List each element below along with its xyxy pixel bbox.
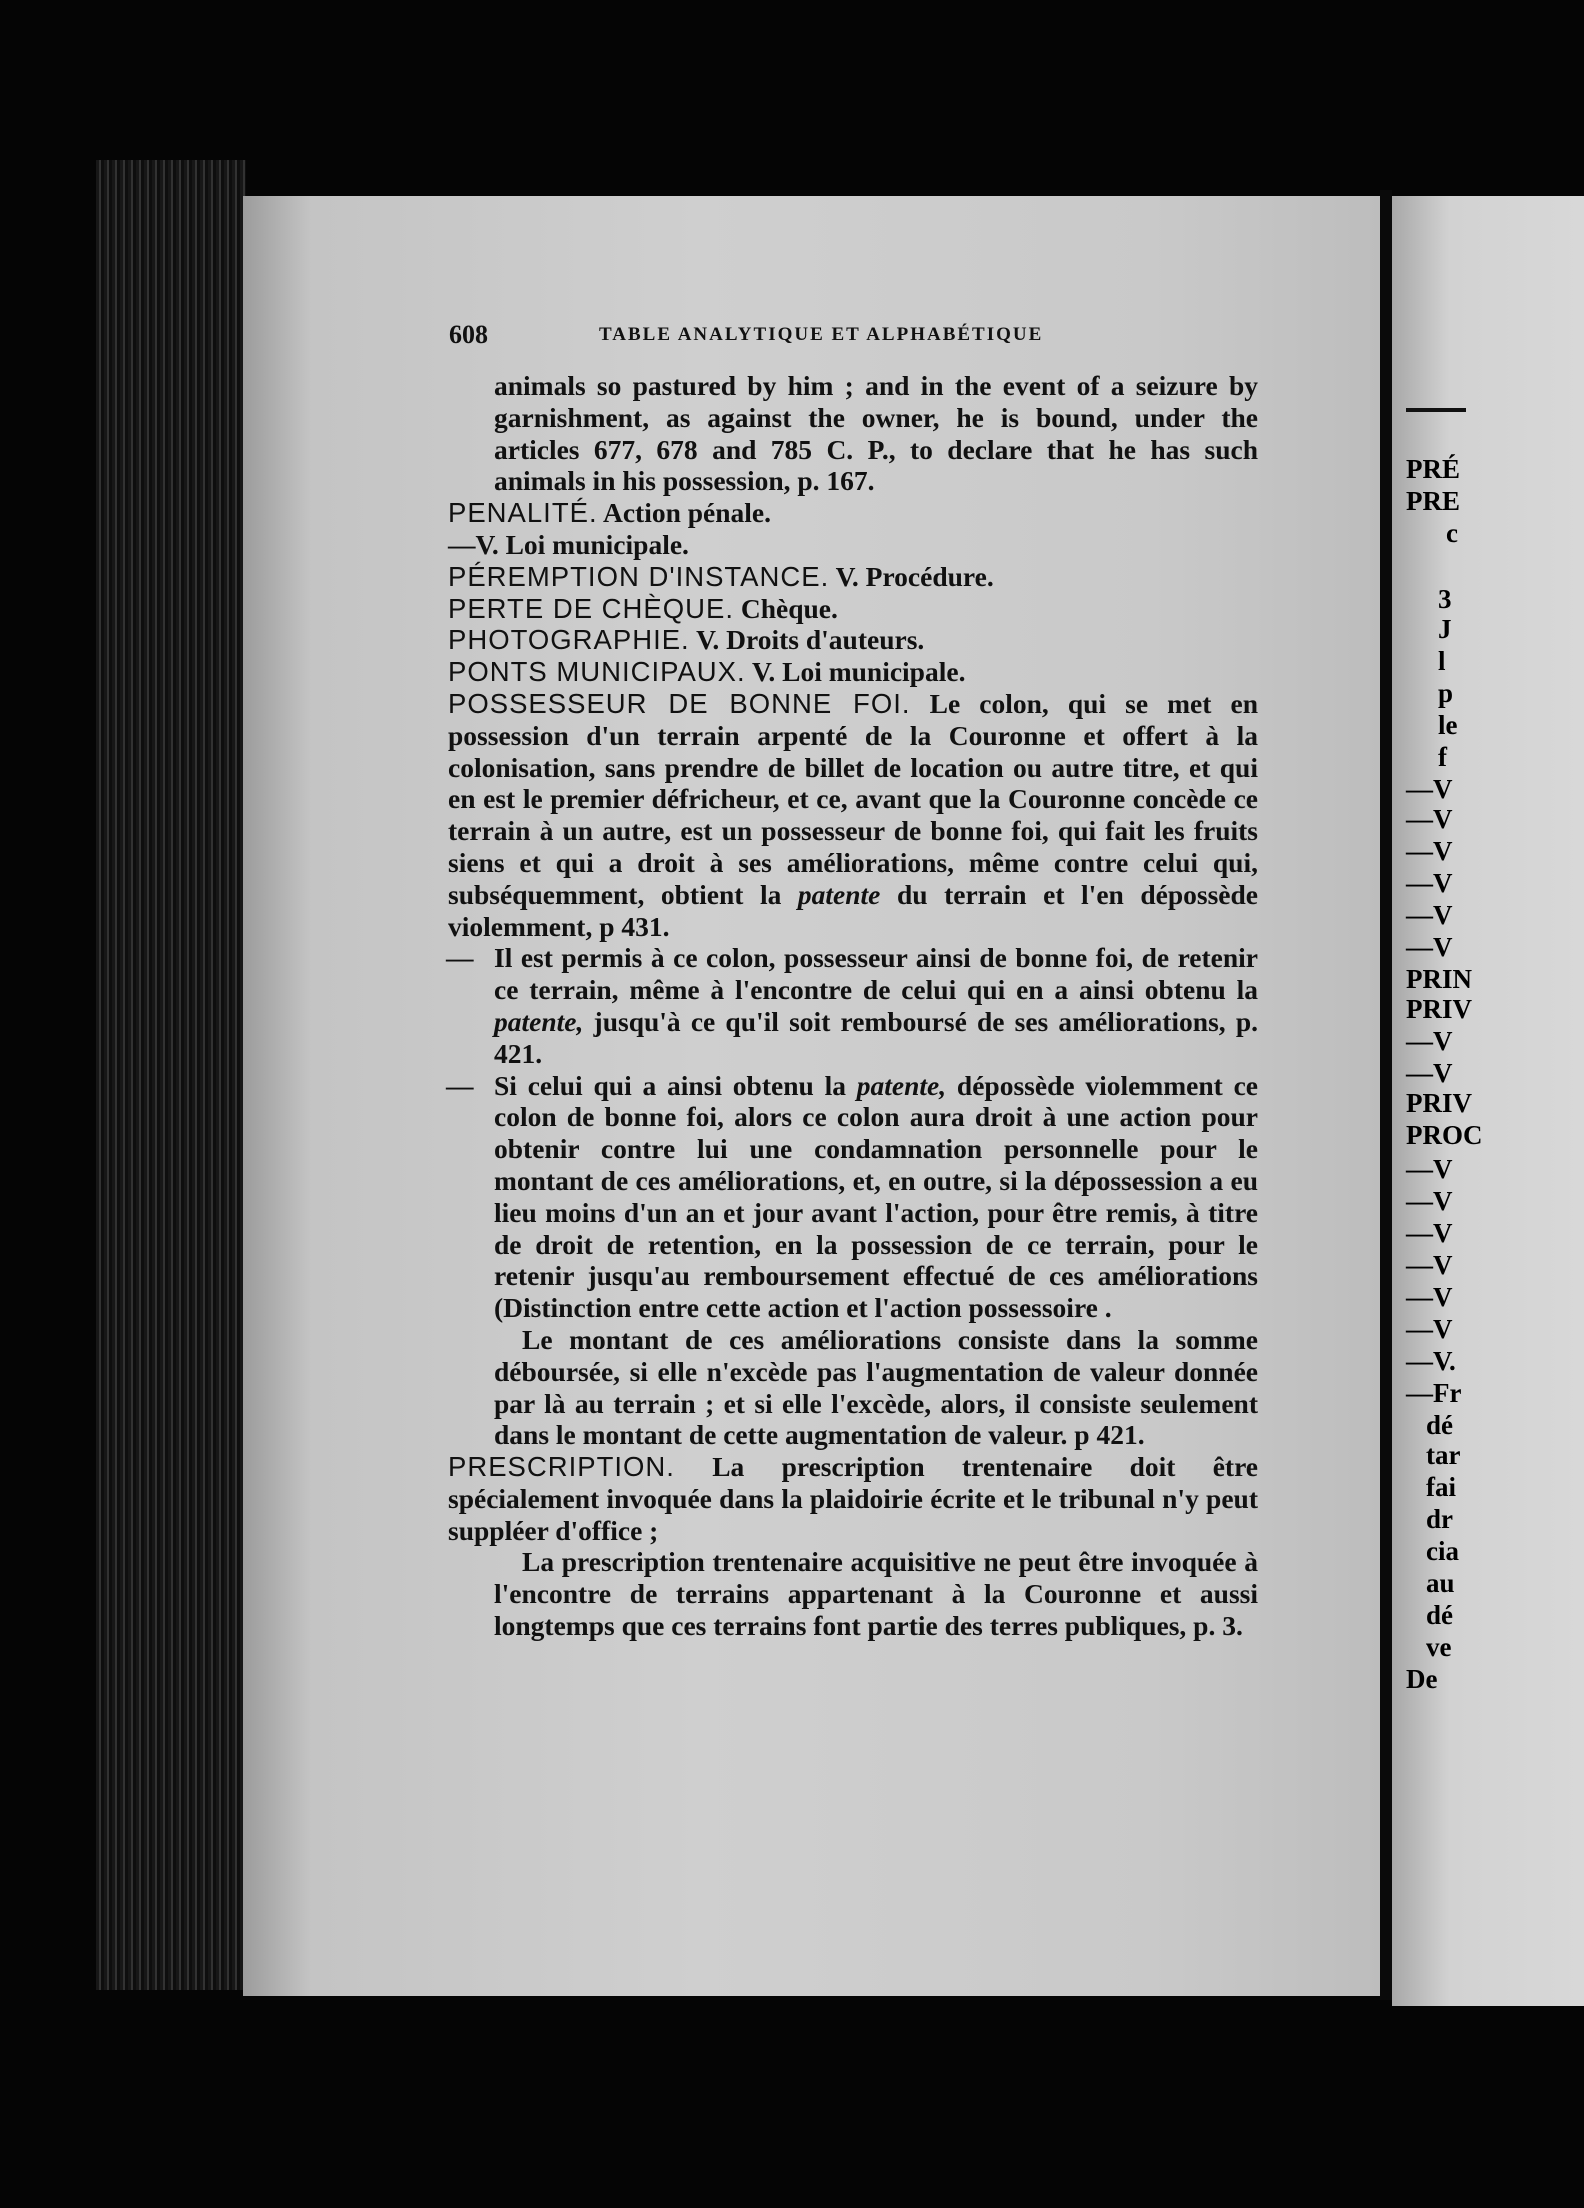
entry-term: PÉREMPTION D'INSTANCE.	[448, 560, 830, 592]
right-page-fragment: dé	[1426, 1600, 1453, 1630]
entry-prescription	[448, 1451, 1258, 1546]
right-page-fragment: le	[1438, 710, 1458, 740]
right-page-fragment: —V	[1406, 1314, 1453, 1344]
entry-text: Il est permis à ce colon, possesseur ainsi de bonne foi, de retenir ce terrain, même à l'encontre de celui qui en a ainsi obtenu la	[494, 942, 1258, 1006]
entry-text: jusqu'à ce qu'il soit remboursé de ses améliorations, p. 421.	[494, 1005, 1258, 1069]
book-page-left	[243, 196, 1380, 1996]
entry-penalite-sub: —V. Loi municipale.	[448, 528, 689, 560]
right-page-fragment: —V	[1406, 1186, 1453, 1216]
em-dash: —	[446, 942, 474, 974]
right-page-fragment: 3	[1438, 584, 1452, 614]
entry-term: PENALITÉ.	[448, 497, 598, 529]
entry-term: PHOTOGRAPHIE.	[448, 624, 690, 656]
right-page-fragment: —V	[1406, 1058, 1453, 1088]
entry-text: La prescription trentenaire doit être spécialement invoquée dans la plaidoirie écrite et le tribunal n'y peut suppléer d'office ;	[448, 1451, 1258, 1546]
page-number: 608	[449, 320, 488, 349]
right-page-fragment: p	[1438, 678, 1454, 708]
right-page-fragment: —V	[1406, 1154, 1453, 1184]
right-page-fragment: —V	[1406, 900, 1453, 930]
right-page-fragment: —V	[1406, 932, 1453, 962]
right-page-fragment: —V	[1406, 774, 1453, 804]
right-page-fragment: —V	[1406, 1282, 1453, 1312]
italic-term: patente	[797, 878, 881, 910]
right-page-fragment: dr	[1426, 1504, 1453, 1534]
entry-perte	[448, 593, 1258, 625]
italic-term: patente,	[494, 1005, 584, 1037]
right-page-fragment: —V	[1406, 1026, 1453, 1056]
entry-text: V. Procédure.	[835, 560, 994, 592]
right-page-fragment: au	[1426, 1568, 1455, 1598]
entry-penalite	[448, 497, 1258, 529]
book-page-right-fragment	[1392, 196, 1584, 2006]
page-edges	[96, 160, 246, 1990]
entry-text: dépossède violemment ce colon de bonne foi, alors ce colon aura droit à une action pour obtenir contre lui une condamnation personnelle pour le montant de ces améliorations, et, en outre, si la dépossession a eu lieu moins d'un an et jour avant l'action, pour être remis, à titre de droit de retention, en la possession de ce terrain, pour le retenir jusqu'au remboursement effectué de ces améliorations (Distinction entre cette action et l'action possessoire .	[494, 1069, 1259, 1324]
right-page-fragment: J	[1438, 614, 1452, 644]
right-page-fragment: —V	[1406, 1218, 1453, 1248]
entry-ponts	[448, 656, 1258, 688]
index-body	[448, 370, 1258, 1642]
right-page-fragment: PRIN	[1406, 964, 1472, 994]
entry-peremption	[448, 561, 1258, 593]
right-page-fragment: tar	[1426, 1440, 1461, 1470]
right-page-fragment: ve	[1426, 1632, 1452, 1662]
entry-possesseur-para: Le montant de ces améliorations consiste dans la somme déboursée, si elle n'excède pas l'augmentation de valeur donnée par là au terrain ; et si elle l'excède, alors, il consiste seulement dans le montant de cette augmentation de valeur. p 421.	[494, 1323, 1258, 1451]
entry-text: Le colon, qui se met en possession d'un terrain arpenté de la Couronne et offert à la colonisation, sans prendre de billet de location ou autre titre, et qui en est le premier défricheur, et ce, avant que la Couronne concède ce terrain à un autre, est un possesseur de bonne foi, qui fait les fruits siens et qui a droit à ses améliorations, même contre celui qui, subséquemment, obtient la	[448, 687, 1258, 910]
right-page-fragment: —Fr	[1406, 1378, 1462, 1408]
right-page-fragment: —V	[1406, 868, 1453, 898]
entry-text: du terrain et l'en dépossède violemment, p 431.	[448, 878, 1259, 942]
entry-term: PRESCRIPTION.	[448, 1451, 675, 1483]
running-title: TABLE ANALYTIQUE ET ALPHABÉTIQUE	[599, 324, 1044, 345]
entry-term: PERTE DE CHÈQUE.	[448, 592, 734, 624]
em-dash: —	[446, 1069, 474, 1101]
right-page-fragment: PRIV	[1406, 994, 1472, 1024]
entry-text: Si celui qui a ainsi obtenu la	[494, 1069, 846, 1101]
right-page-fragment: PRE	[1406, 486, 1460, 516]
entry-text: Chèque.	[740, 592, 838, 624]
entry-text: Action pénale.	[602, 497, 772, 529]
entry-possesseur	[448, 688, 1258, 942]
right-page-fragment: —V.	[1406, 1346, 1456, 1376]
entry-prescription-para: La prescription trentenaire acquisitive ne peut être invoquée à l'encontre de terrains appartenant à la Couronne et aussi longtemps que ces terrains font partie des terres publiques, p. 3.	[494, 1546, 1258, 1642]
right-page-fragment: l	[1438, 646, 1446, 676]
entry-term: PONTS MUNICIPAUX.	[448, 656, 746, 688]
right-page-fragment: fai	[1426, 1472, 1456, 1502]
entry-photographie	[448, 624, 1258, 656]
right-page-fragment: f	[1438, 742, 1447, 772]
right-page-fragment: De	[1406, 1664, 1438, 1694]
right-page-fragment: dé	[1426, 1410, 1453, 1440]
right-page-rule	[1406, 408, 1466, 412]
book-gutter	[1380, 190, 1392, 2000]
right-page-fragment: —V	[1406, 804, 1453, 834]
continuation-text: animals so pastured by him ; and in the event of a seizure by garnishment, as against the owner, he is bound, under the articles 677, 678 and 785 C. P., to declare that he has such animals in his possession, p. 167.	[494, 370, 1258, 497]
running-header	[243, 320, 1380, 360]
right-page-fragment: PROC	[1406, 1120, 1483, 1150]
entry-text: V. Loi municipale.	[752, 656, 966, 688]
right-page-fragment: cia	[1426, 1536, 1459, 1566]
right-page-fragment: PRÉ	[1406, 454, 1460, 484]
entry-text: V. Droits d'auteurs.	[696, 624, 925, 656]
right-page-fragment: —V	[1406, 1250, 1453, 1280]
right-page-fragment: —V	[1406, 836, 1453, 866]
entry-possesseur-sub1	[448, 942, 1258, 1069]
right-page-fragment: PRIV	[1406, 1088, 1472, 1118]
right-page-fragment: c	[1446, 518, 1458, 548]
entry-term: POSSESSEUR DE BONNE FOI.	[448, 687, 911, 719]
italic-term: patente,	[856, 1069, 947, 1101]
entry-possesseur-sub2	[448, 1070, 1258, 1324]
